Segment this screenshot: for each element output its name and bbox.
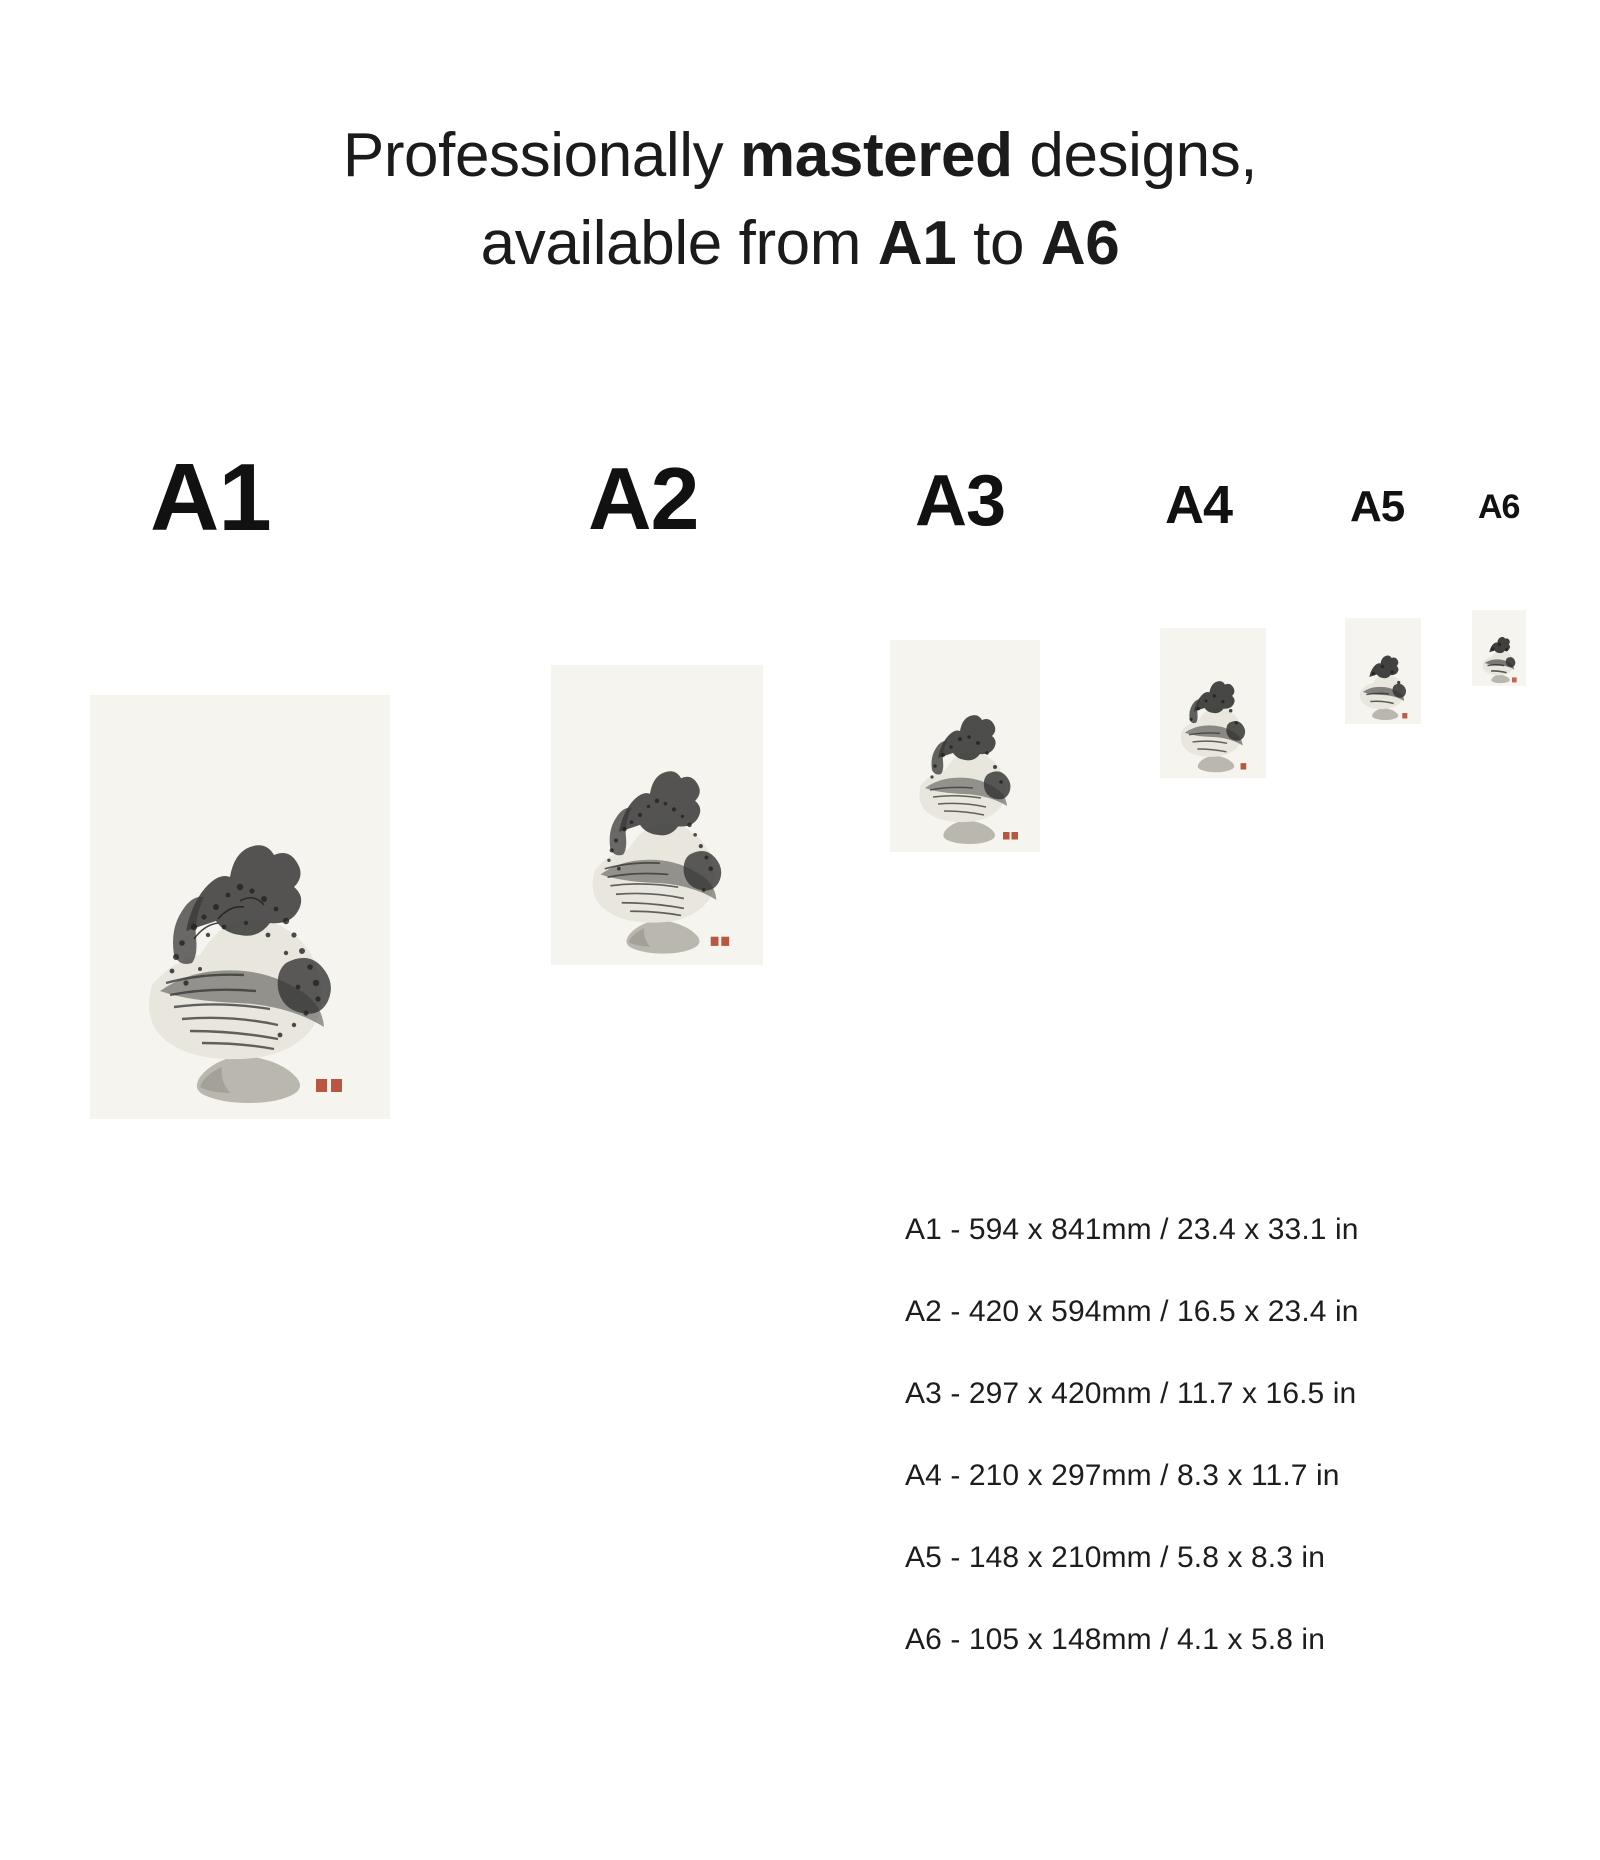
headline-line2-bold-a1: A1: [877, 209, 957, 279]
dimensions-list: [905, 1215, 1565, 1707]
page-title: [0, 112, 1600, 288]
dimension-a3: A3 - 297 x 420mm / 11.7 x 16.5 in: [905, 1377, 1357, 1410]
dimension-a1: A1 - 594 x 841mm / 23.4 x 33.1 in: [905, 1213, 1359, 1246]
headline-line2-bold-a6: A6: [1040, 209, 1120, 279]
headline-line-1: [0, 112, 1600, 200]
headline-line2-mid: to: [956, 209, 1041, 279]
size-label-a4: A4: [1165, 475, 1233, 535]
poster-thumb-a1[interactable]: [90, 695, 390, 1119]
dimension-a2: A2 - 420 x 594mm / 16.5 x 23.4 in: [905, 1295, 1359, 1328]
artwork-a1: [90, 695, 390, 1119]
artwork-a6: [1472, 610, 1526, 686]
headline-line1-pre: Professionally: [342, 121, 741, 190]
artwork-a2: [551, 665, 763, 965]
size-label-a6: A6: [1478, 488, 1520, 526]
size-label-a2: A2: [588, 449, 699, 548]
headline-line2-pre: available from: [480, 209, 878, 279]
artwork-a3: [890, 640, 1040, 852]
poster-thumb-a4[interactable]: [1160, 628, 1266, 778]
dimension-a5: A5 - 148 x 210mm / 5.8 x 8.3 in: [905, 1541, 1325, 1574]
size-label-a5: A5: [1350, 482, 1405, 531]
dimension-a6: A6 - 105 x 148mm / 4.1 x 5.8 in: [905, 1623, 1325, 1656]
poster-thumb-a3[interactable]: [890, 640, 1040, 852]
size-label-a3: A3: [915, 461, 1006, 541]
size-label-a1: A1: [150, 444, 271, 551]
headline-line1-bold: mastered: [740, 121, 1013, 190]
artwork-a5: [1345, 618, 1421, 724]
poster-thumb-a6[interactable]: [1472, 610, 1526, 686]
poster-thumb-a2[interactable]: [551, 665, 763, 965]
headline-line1-post: designs,: [1012, 121, 1258, 190]
poster-thumb-a5[interactable]: [1345, 618, 1421, 724]
headline-line-2: [0, 200, 1600, 288]
dimension-a4: A4 - 210 x 297mm / 8.3 x 11.7 in: [905, 1459, 1340, 1492]
artwork-a4: [1160, 628, 1266, 778]
